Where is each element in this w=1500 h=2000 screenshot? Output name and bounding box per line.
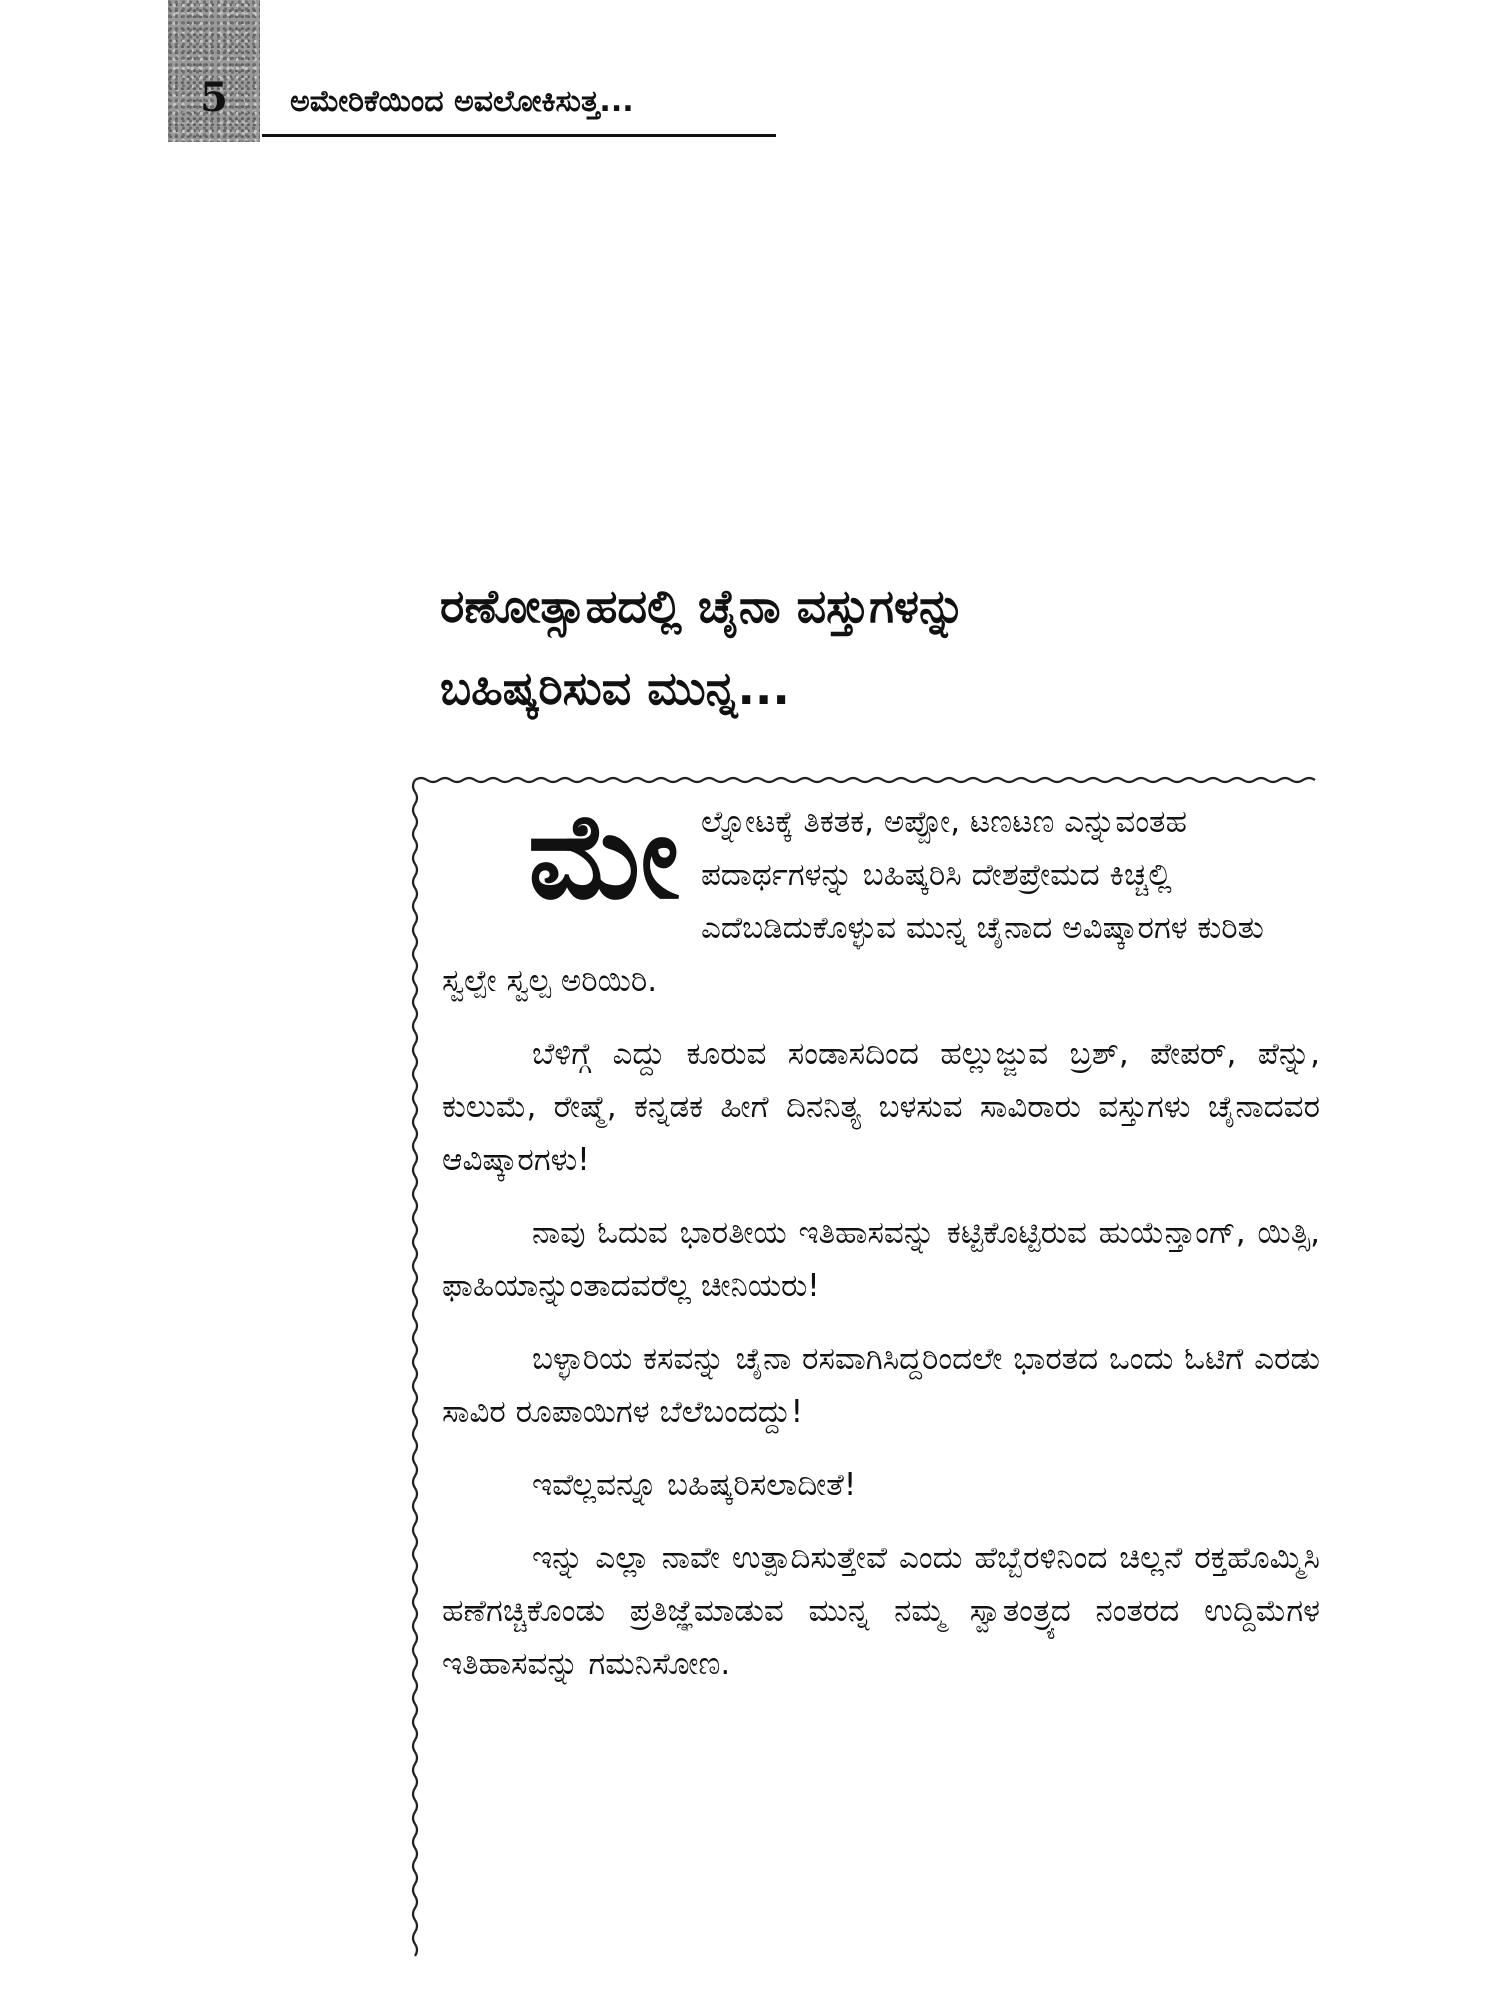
paragraph: ಇನ್ನು ಎಲ್ಲಾ ನಾವೇ ಉತ್ಪಾದಿಸುತ್ತೇವೆ ಎಂದು ಹೆಬ್ಬೆರಳಿನಿಂದ ಚಿಲ್ಲನೆ ರಕ್ತಹೊಮ್ಮಿಸಿ ಹಣೆಗಚ್ಚಿಕೊಂಡು ಪ್ರತಿಜ್ಞೆಮಾಡುವ ಮುನ್ನ ನಮ್ಮ ಸ್ವಾತಂತ್ರ್ಯದ ನಂತರದ ಉದ್ದಿಮೆಗಳ ಇತಿಹಾಸವನ್ನು ಗಮನಿಸೋಣ. [442,1540,1320,1682]
paragraph: ಬಳ್ಳಾರಿಯ ಕಸವನ್ನು ಚೈನಾ ರಸವಾಗಿಸಿದ್ದರಿಂದಲೇ ಭಾರತದ ಒಂದು ಓಟಿಗೆ ಎರಡು ಸಾವಿರ ರೂಪಾಯಿಗಳ ಬೆಲೆಬಂದದ್ದು! [442,1341,1320,1430]
running-title: ಅಮೇರಿಕೆಯಿಂದ ಅವಲೋಕಿಸುತ್ತ... [290,84,634,119]
drop-cap: ಮೇ [528,786,679,925]
wavy-top-border [415,778,1315,782]
page-number: 5 [200,74,228,121]
article-body [442,786,1320,1711]
opening-paragraph [442,786,1320,1008]
paragraph: ನಾವು ಓದುವ ಭಾರತೀಯ ಇತಿಹಾಸವನ್ನು ಕಟ್ಟಿಕೊಟ್ಟಿರುವ ಹುಯೆನ್ತಾಂಗ್, ಯಿತ್ಸಿ, ಫಾಹಿಯಾನ್ನುಂತಾದವರೆಲ್ಲ ಚೀನಿಯರು! [442,1215,1320,1304]
wavy-left-border [413,780,417,1956]
paragraph: ಬೆಳಿಗ್ಗೆ ಎದ್ದು ಕೂರುವ ಸಂಡಾಸದಿಂದ ಹಲ್ಲುಜ್ಜುವ ಬ್ರಶ್, ಪೇಪರ್, ಪೆನ್ನು, ಕುಲುಮೆ, ರೇಷ್ಮೆ, ಕನ್ನಡಕ ಹೀಗೆ ದಿನನಿತ್ಯ ಬಳಸುವ ಸಾವಿರಾರು ವಸ್ತುಗಳು ಚೈನಾದವರ ಆವಿಷ್ಕಾರಗಳು! [442,1036,1320,1178]
paragraph: ಇವೆಲ್ಲವನ್ನೂ ಬಹಿಷ್ಕರಿಸಲಾದೀತೆ! [532,1467,857,1503]
chapter-title-line-1: ರಣೋತ್ಸಾಹದಲ್ಲಿ ಚೈನಾ ವಸ್ತುಗಳನ್ನು [440,579,966,633]
opening-paragraph-text: ಲ್ನೋಟಕ್ಕೆ ತಿಕತಕ, ಅಪ್ಪೋ, ಟಣಟಣ ಎನ್ನುವಂತಹ ಪದಾರ್ಥಗಳನ್ನು ಬಹಿಷ್ಕರಿಸಿ ದೇಶಪ್ರೇಮದ ಕಿಚ್ಚಲ್ಲಿ ಎದೆಬಡಿದುಕೊಳ್ಳುವ ಮುನ್ನ ಚೈನಾದ ಅವಿಷ್ಕಾರಗಳ ಕುರಿತು ಸ್ವಲ್ಪೇ ಸ್ವಲ್ಪ ಅರಿಯಿರಿ. [442,804,1264,999]
chapter-title-line-2: ಬಹಿಷ್ಕರಿಸುವ ಮುನ್ನ... [440,661,790,715]
